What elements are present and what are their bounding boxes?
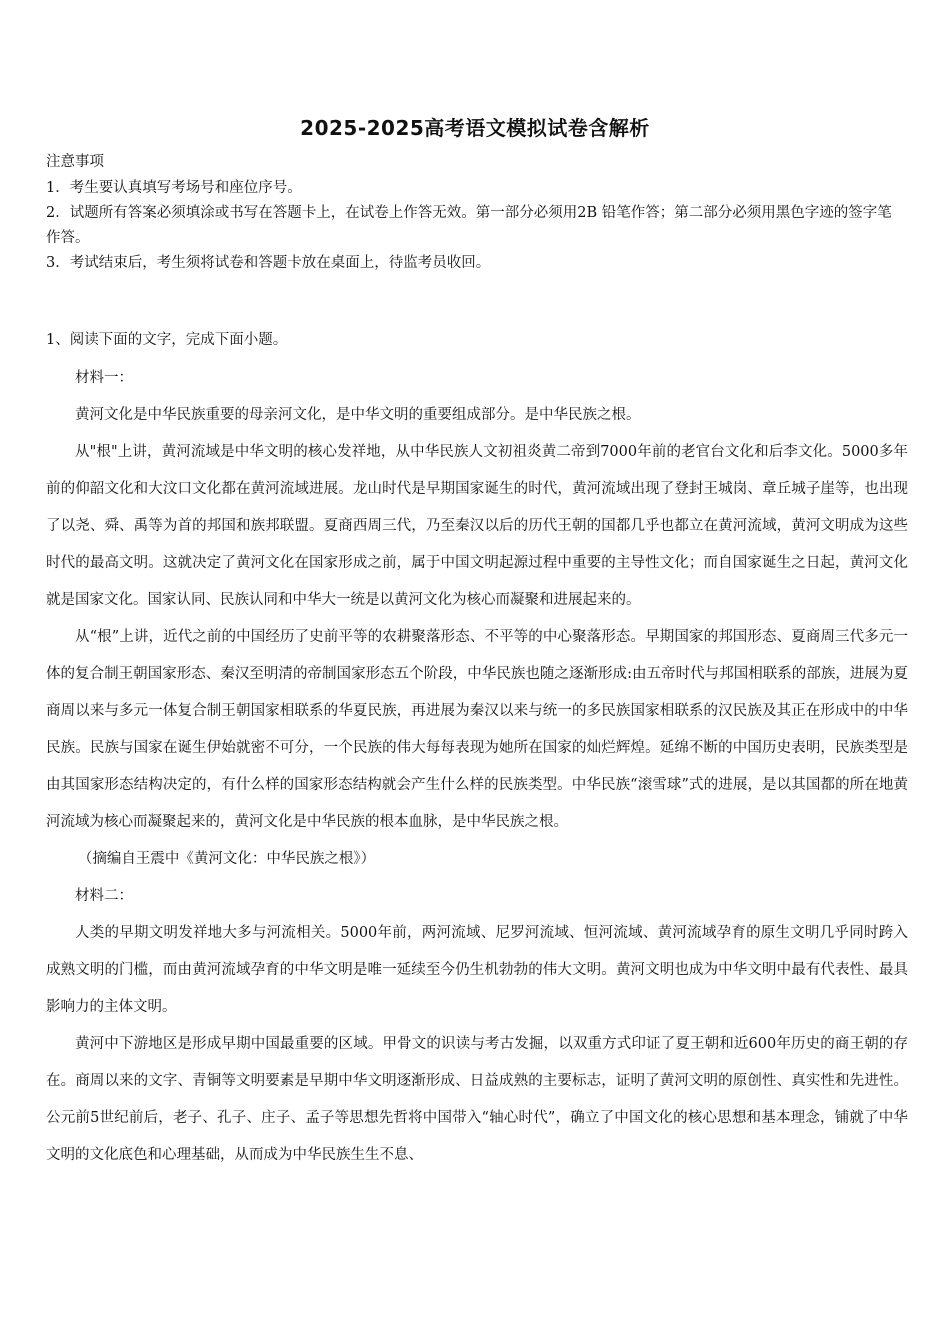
document-title: 2025-2025高考语文模拟试卷含解析: [300, 116, 650, 140]
material-paragraph: 黄河文化是中华民族重要的母亲河文化，是中华文明的重要组成部分。是中华民族之根。: [75, 407, 641, 423]
notice-item: 1．考生要认真填写考场号和座位序号。: [46, 180, 302, 196]
material-paragraph: 人类的早期文明发祥地大多与河流相关。5000年前，两河流域、尼罗河流域、恒河流域、黄河流域孕育的原生文明几乎同时跨入成熟文明的门槛，而由黄河流域孕育的中华文明是唯一延续至今仍生机勃勃的伟大文明。黄河文明也成为中华文明中最有代表性、最具影响力的主体文明。: [46, 925, 908, 1015]
material-label: 材料二：: [75, 888, 133, 904]
notice-item: 2．试题所有答案必须填涂或书写在答题卡上，在试卷上作答无效。第一部分必须用2B 铅笔作答；第二部分必须用黑色字迹的签字笔作答。: [46, 205, 892, 246]
material-label: 材料一：: [75, 370, 133, 386]
material-paragraph: 从"根"上讲，黄河流域是中华文明的核心发祥地，从中华民族人文初祖炎黄二帝到7000年前的老官台文化和后李文化。5000多年前的仰韶文化和大汶口文化都在黄河流域进展。龙山时代是早期国家诞生的时代，黄河流域出现了登封王城岗、章丘城子崖等，也出现了以尧、舜、禹等为首的邦国和族邦联盟。夏商西周三代，乃至秦汉以后的历代王朝的国都几乎也都立在黄河流域，黄河文明成为这些时代的最高文明。这就决定了黄河文化在国家形成之前，属于中国文明起源过程中重要的主导性文化；而自国家诞生之日起，黄河文化就是国家文化。国家认同、民族认同和中华大一统是以黄河文化为核心而凝聚和进展起来的。: [46, 444, 908, 608]
reading-question: [46, 322, 908, 1174]
material-paragraph: 黄河中下游地区是形成早期中国最重要的区域。甲骨文的识读与考古发掘，以双重方式印证了夏王朝和近600年历史的商王朝的存在。商周以来的文字、青铜等文明要素是早期中华文明逐渐形成、日益成熟的主要标志，证明了黄河文明的原创性、真实性和先进性。公元前5世纪前后，老子、孔子、庄子、孟子等思想先哲将中国带入“轴心时代”，确立了中国文化的核心思想和基本理念，铺就了中华文明的文化底色和心理基础，从而成为中华民族生生不息、: [46, 1036, 908, 1163]
notice-section: [46, 150, 906, 276]
material-source: （摘编自王震中《黄河文化：中华民族之根》）: [77, 851, 376, 867]
notice-item: 3．考试结束后，考生须将试卷和答题卡放在桌面上，待监考员收回。: [46, 255, 491, 271]
question-prompt: 1、阅读下面的文字，完成下面小题。: [46, 332, 288, 348]
material-paragraph: 从“根”上讲，近代之前的中国经历了史前平等的农耕聚落形态、不平等的中心聚落形态。早期国家的邦国形态、夏商周三代多元一体的复合制王朝国家形态、秦汉至明清的帝制国家形态五个阶段，中华民族也随之逐渐形成:由五帝时代与邦国相联系的部族，进展为夏商周以来与多元一体复合制王朝国家相联系的华夏民族，再进展为秦汉以来与统一的多民族国家相联系的汉民族及其正在形成中的中华民族。民族与国家在诞生伊始就密不可分，一个民族的伟大每每表现为她所在国家的灿烂辉煌。延绵不断的中国历史表明，民族类型是由其国家形态结构决定的，有什么样的国家形态结构就会产生什么样的民族类型。中华民族“滚雪球”式的进展，是以其国都的所在地黄河流域为核心而凝聚起来的，黄河文化是中华民族的根本血脉，是中华民族之根。: [46, 629, 908, 830]
notice-heading: 注意事项: [46, 154, 104, 170]
